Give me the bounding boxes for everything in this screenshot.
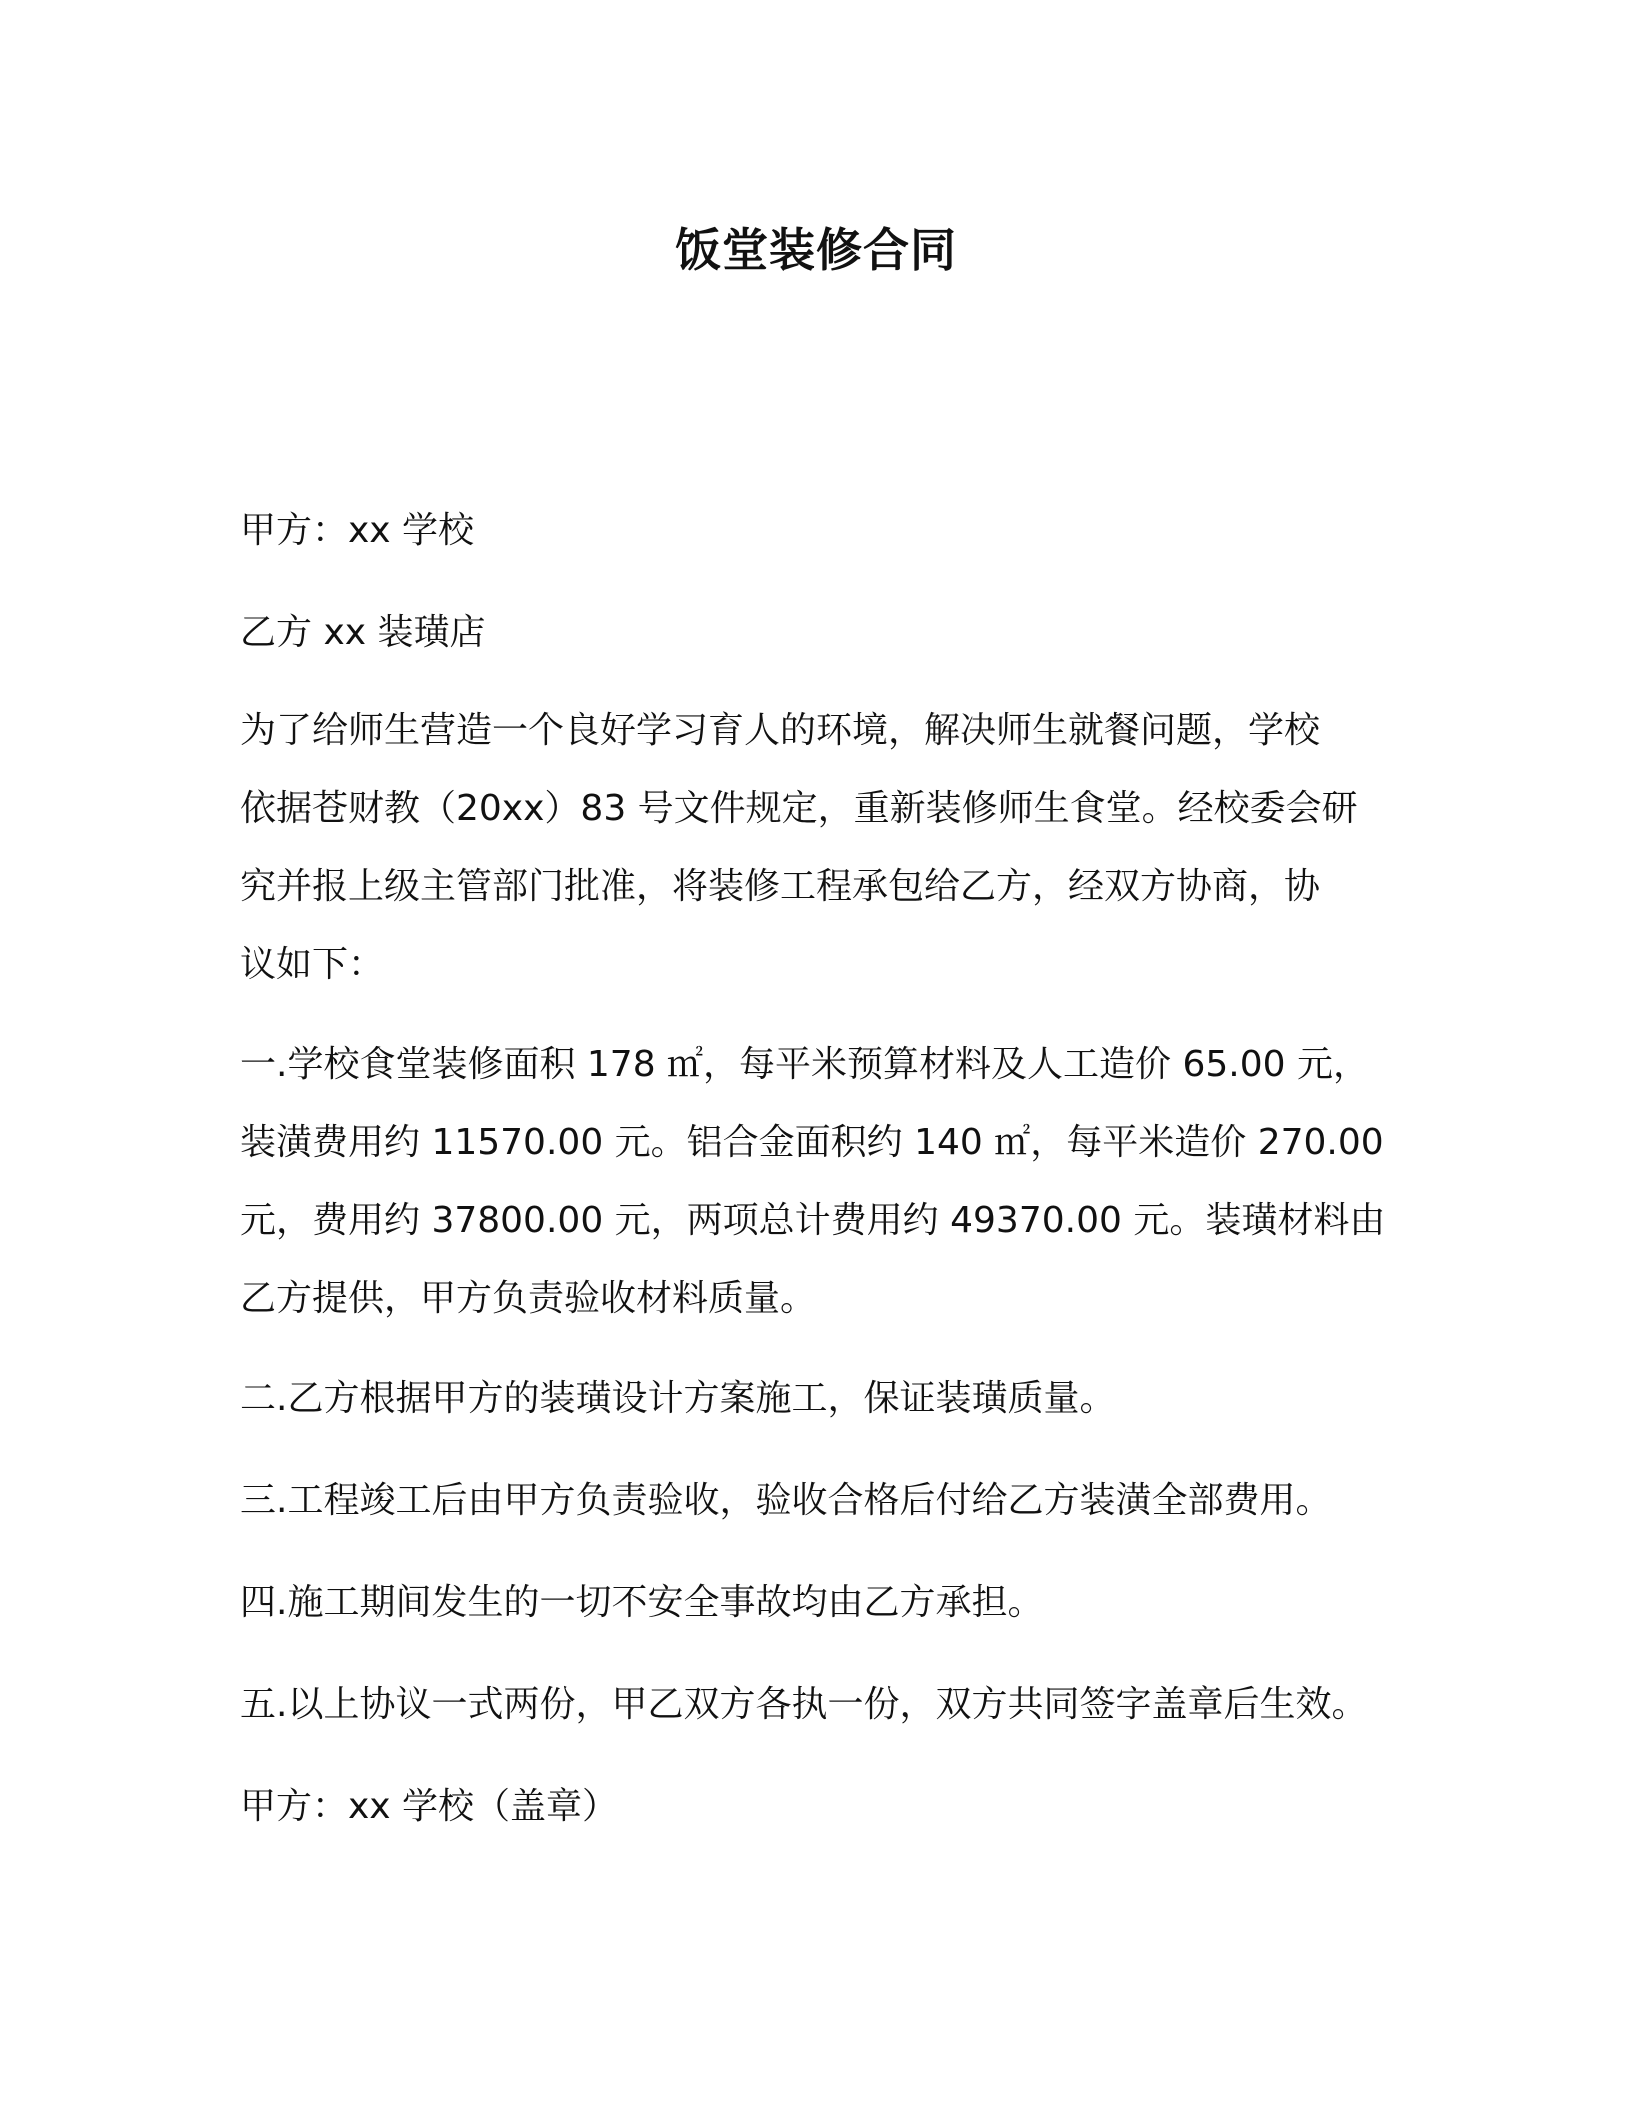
clause-1-line: 装潢费用约 11570.00 元。铝合金面积约 140 ㎡，每平米造价 270.00: [240, 1122, 1384, 1163]
party-b-text: 乙方 xx 装璜店: [240, 612, 486, 653]
contract-title: 饭堂装修合同: [675, 223, 957, 277]
clause-1-line: 元，费用约 37800.00 元，两项总计费用约 49370.00 元。装璜材料由: [240, 1200, 1386, 1241]
clause-4-text: 四.施工期间发生的一切不安全事故均由乙方承担。: [240, 1582, 1044, 1623]
signature-a-text: 甲方：xx 学校（盖章）: [240, 1786, 619, 1827]
intro-line: 依据苍财教（20xx）83 号文件规定，重新装修师生食堂。经校委会研: [240, 788, 1358, 829]
intro-line: 议如下：: [240, 944, 385, 985]
party-a-line: [240, 492, 1400, 570]
clause-1-line: 一.学校食堂装修面积 178 ㎡，每平米预算材料及人工造价 65.00 元，: [240, 1044, 1369, 1085]
intro-paragraph: [240, 692, 1400, 1004]
intro-line: 究并报上级主管部门批准，将装修工程承包给乙方，经双方协商，协: [240, 866, 1321, 907]
clause-3-paragraph: [240, 1462, 1400, 1540]
clause-5-paragraph: [240, 1666, 1400, 1744]
party-b-line: [240, 594, 1400, 672]
clause-1-line: 乙方提供，甲方负责验收材料质量。: [240, 1278, 817, 1319]
clause-2-text: 二.乙方根据甲方的装璜设计方案施工，保证装璜质量。: [240, 1378, 1116, 1419]
party-a-text: 甲方：xx 学校: [240, 510, 475, 551]
intro-line: 为了给师生营造一个良好学习育人的环境，解决师生就餐问题，学校: [240, 710, 1321, 751]
clause-3-text: 三.工程竣工后由甲方负责验收，验收合格后付给乙方装潢全部费用。: [240, 1480, 1332, 1521]
clause-2-paragraph: [240, 1360, 1400, 1438]
clause-1-paragraph: [240, 1026, 1400, 1338]
signature-a-paragraph: [240, 1768, 1400, 1846]
clause-4-paragraph: [240, 1564, 1400, 1642]
clause-5-text: 五.以上协议一式两份，甲乙双方各执一份，双方共同签字盖章后生效。: [240, 1684, 1368, 1725]
